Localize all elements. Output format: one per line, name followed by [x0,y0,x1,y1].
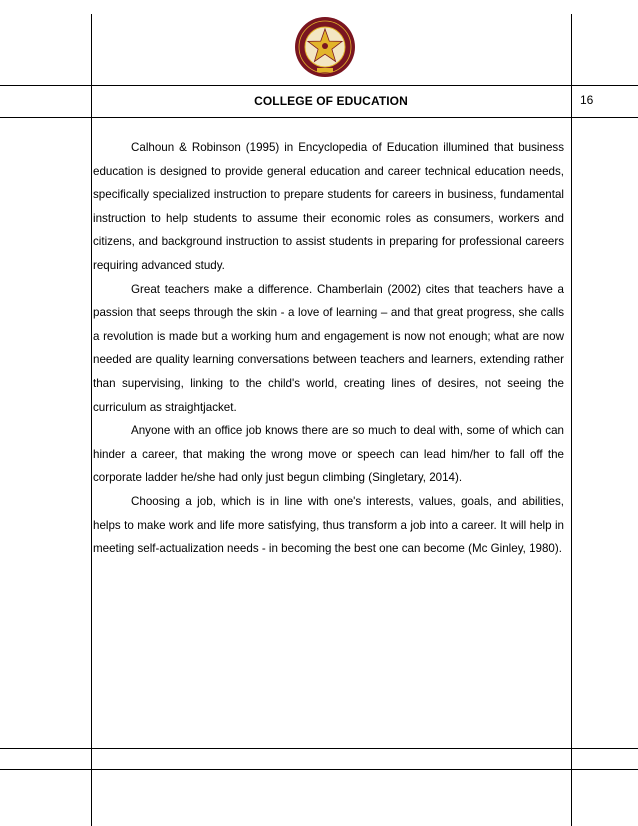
paragraph: Great teachers make a difference. Chamberlain (2002) cites that teachers have a passion that seeps through the skin - a love of learning – and that great progress, she calls a revolution is made but a working hum and engagement is now not enough; what are now needed are quality learning conversations between teachers and learners, extending rather than supervising, linking to the child's world, creating lines of desires, not seeing the curriculum as straightjacket. [93,282,564,414]
footer-bottom-line [0,769,638,770]
paragraph: Choosing a job, which is in line with one's interests, values, goals, and abilities, helps to make work and life more satisfying, thus transform a job into a career. It will help in meeting self-actualization needs - in becoming the best one can become (Mc Ginley, 1980). [93,494,564,556]
page-number: 16 [580,93,594,107]
header-bottom-line [0,117,638,118]
body-text [93,136,564,561]
left-border-line [91,14,92,826]
footer-top-line [0,748,638,749]
university-seal-icon [294,16,356,78]
right-border-line [571,14,572,826]
paragraph: Anyone with an office job knows there are so much to deal with, some of which can hinder a career, that making the wrong move or speech can lead him/her to fall off the corporate ladder he/she had only just begun climbing (Singletary, 2014). [93,424,564,485]
header-title: COLLEGE OF EDUCATION [254,94,408,108]
header-top-line [0,85,638,86]
paragraph: Calhoun & Robinson (1995) in Encyclopedia of Education illumined that business education is designed to provide general education and career technical education needs, specifically specialized instruction to prepare students for careers in business, fundamental instruction to help students to assume their economic roles as consumers, workers and citizens, and background instruction to assist students in preparing for professional careers requiring advanced study. [93,141,564,272]
